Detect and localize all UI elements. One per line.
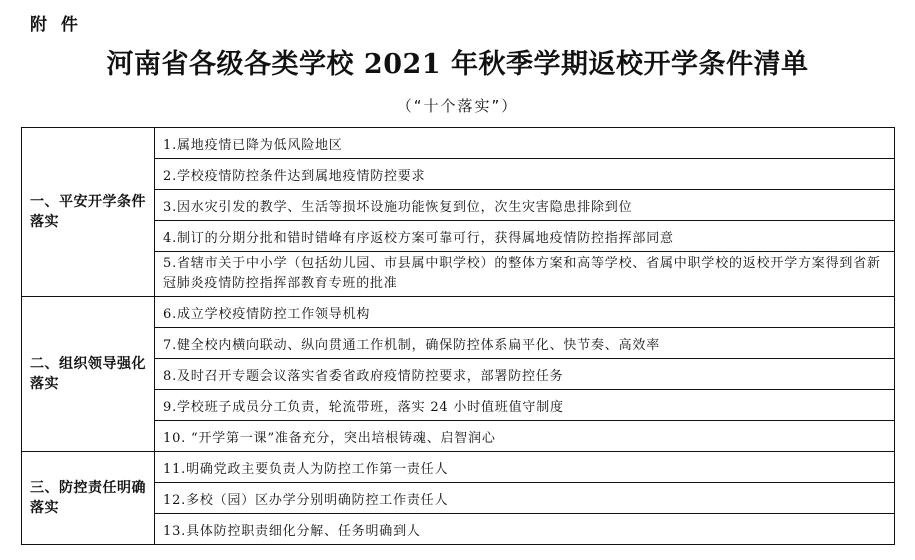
table-row — [22, 128, 895, 159]
item-cell: 11.明确党政主要负责人为防控工作第一责任人 — [155, 452, 895, 483]
item-cell: 10. “开学第一课”准备充分，突出培根铸魂、启智润心 — [155, 421, 895, 452]
item-cell: 9.学校班子成员分工负责，轮流带班，落实 24 小时值班值守制度 — [155, 390, 895, 421]
conditions-table — [21, 127, 895, 545]
category-cell: 一、平安开学条件落实 — [22, 128, 155, 297]
table-row — [22, 452, 895, 483]
item-cell: 1.属地疫情已降为低风险地区 — [155, 128, 895, 159]
table-row — [22, 297, 895, 328]
category-cell: 三、防控责任明确落实 — [22, 452, 155, 545]
item-cell: 13.具体防控职责细化分解、任务明确到人 — [155, 514, 895, 545]
document-subtitle: （“十个落实”） — [396, 97, 519, 115]
item-cell: 6.成立学校疫情防控工作领导机构 — [155, 297, 895, 328]
item-cell: 5.省辖市关于中小学（包括幼儿园、市县属中职学校）的整体方案和高等学校、省属中职学校的返校开学方案得到省新冠肺炎疫情防控指挥部教育专班的批准 — [155, 252, 895, 297]
document-title: 河南省各级各类学校 2021 年秋季学期返校开学条件清单 — [106, 49, 809, 80]
item-cell: 3.因水灾引发的教学、生活等损坏设施功能恢复到位，次生灾害隐患排除到位 — [155, 190, 895, 221]
category-cell: 二、组织领导强化落实 — [22, 297, 155, 452]
item-cell: 8.及时召开专题会议落实省委省政府疫情防控要求，部署防控任务 — [155, 359, 895, 390]
item-cell: 7.健全校内横向联动、纵向贯通工作机制，确保防控体系扁平化、快节奏、高效率 — [155, 328, 895, 359]
attachment-label: 附 件 — [30, 15, 82, 35]
item-cell: 12.多校（园）区办学分别明确防控工作责任人 — [155, 483, 895, 514]
item-cell: 2.学校疫情防控条件达到属地疫情防控要求 — [155, 159, 895, 190]
item-cell: 4.制订的分期分批和错时错峰有序返校方案可靠可行，获得属地疫情防控指挥部同意 — [155, 221, 895, 252]
